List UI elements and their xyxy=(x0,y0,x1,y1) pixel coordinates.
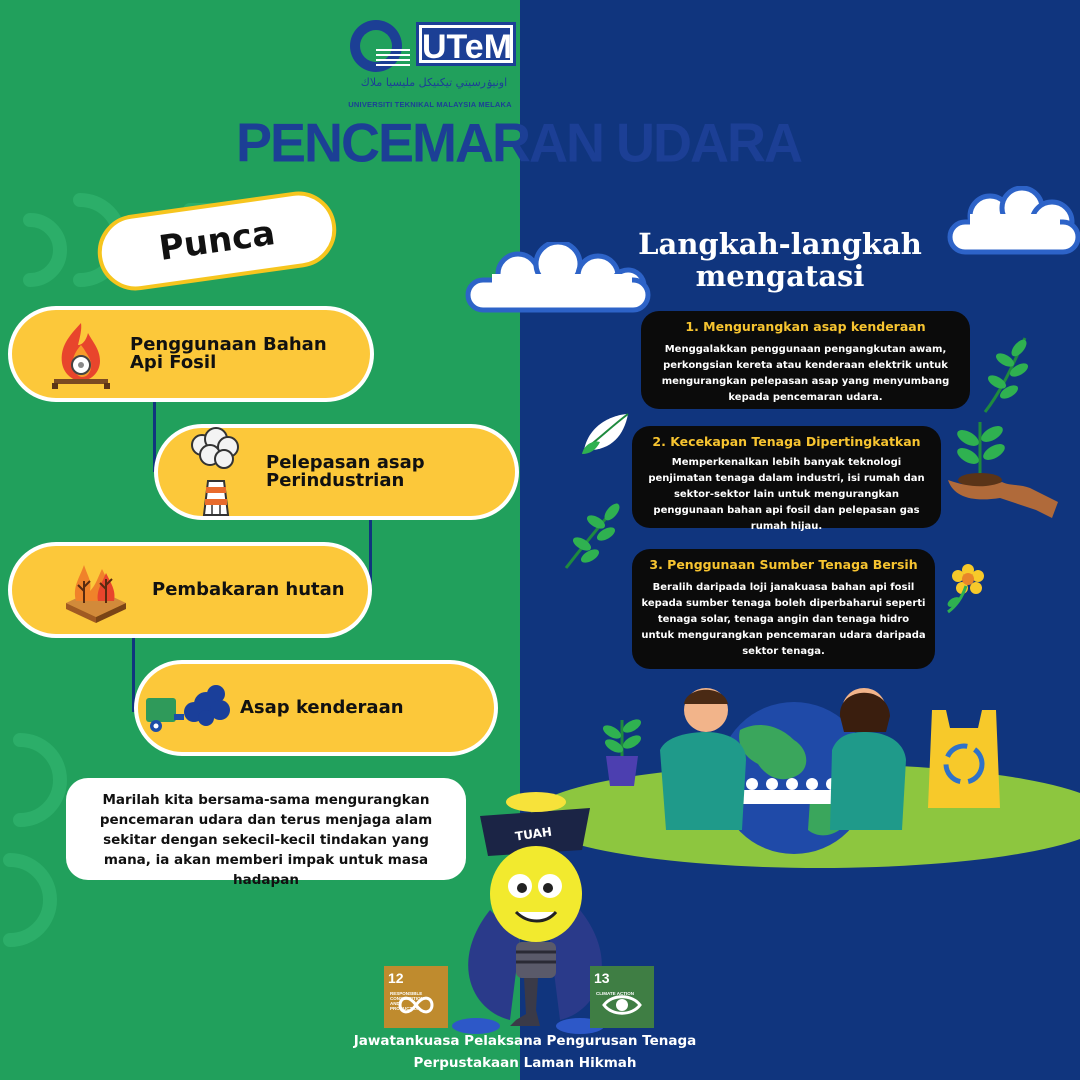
solution-step-3 xyxy=(632,549,935,669)
utem-logo xyxy=(340,16,520,112)
step-body: Beralih daripada loji janakuasa bahan api fosil kepada sumber tenaga boleh diperbaharui seperti tenaga solar, tenaga angin dan tenaga hidro untuk mengurangkan pencemaran udara daripada sektor tenaga. xyxy=(641,582,926,657)
jawi-university-name: اونيۏرسيتي تيكنيكل مليسيا ملاك xyxy=(360,76,508,89)
utem-wordmark xyxy=(416,22,516,66)
cause-item-industrial-smoke xyxy=(154,424,519,520)
solutions-heading xyxy=(610,228,950,292)
solution-step-2 xyxy=(632,426,941,532)
infinity-icon xyxy=(398,992,434,1018)
leaf-branch-icon xyxy=(975,334,1031,416)
cause-label: Pelepasan asap Perindustrian xyxy=(266,452,425,491)
leaf-branch-icon xyxy=(560,500,624,572)
cause-item-vehicle-smoke xyxy=(134,660,498,756)
sdg-label: RESPONSIBLE CONSUMPTION AND PRODUCTION xyxy=(390,991,424,1011)
fire-icon xyxy=(48,319,114,389)
sdg-number: 12 xyxy=(388,970,404,986)
forest-fire-icon xyxy=(62,557,130,623)
sdg-12-badge xyxy=(384,966,448,1028)
factory-icon xyxy=(188,427,242,517)
eye-globe-icon xyxy=(602,992,642,1018)
cause-label: Penggunaan Bahan Api Fosil xyxy=(130,334,327,373)
cloud-icon xyxy=(940,186,1080,270)
cause-label: Asap kenderaan xyxy=(240,697,404,718)
cause-item-forest-burning xyxy=(8,542,372,638)
step-title: 3. Penggunaan Sumber Tenaga Bersih xyxy=(649,557,918,572)
recycle-bag-icon xyxy=(928,710,1000,808)
footer-line-2: Perpustakaan Laman Hikmah xyxy=(413,1055,637,1071)
step-title: 2. Kecekapan Tenaga Dipertingkatkan xyxy=(652,434,921,449)
sdg-13-badge xyxy=(590,966,654,1028)
vehicle-smoke-icon xyxy=(144,678,236,738)
step-title: 1. Mengurangkan asap kenderaan xyxy=(685,319,926,334)
footer-credit xyxy=(300,1030,750,1074)
solutions-heading-text: Langkah-langkah mengatasi xyxy=(638,227,922,293)
utem-crest-icon xyxy=(340,16,416,76)
step-body: Memperkenalkan lebih banyak teknologi penjimatan tenaga dalam industri, isi rumah dan sektor-sektor lain untuk mengurangkan penggunaan bahan api fosil dan pelepasan gas rumah hijau. xyxy=(648,457,925,532)
leaf-icon xyxy=(580,410,632,456)
cause-item-fossil-fuel xyxy=(8,306,374,402)
sdg-number: 13 xyxy=(594,970,610,986)
utem-brand-text: UTeM xyxy=(419,25,513,63)
mascot-hat-text: TUAH xyxy=(514,824,553,844)
solution-step-1 xyxy=(641,311,970,409)
sdg-label: CLIMATE ACTION xyxy=(596,991,634,996)
university-name: UNIVERSITI TEKNIKAL MALAYSIA MELAKA xyxy=(348,100,512,109)
page-title: PENCEMARAN UDARA xyxy=(236,112,802,174)
potted-plant-icon xyxy=(601,717,643,786)
flower-icon xyxy=(942,562,988,614)
footer-line-1: Jawatankuasa Pelaksana Pengurusan Tenaga xyxy=(353,1033,697,1049)
step-body: Menggalakkan penggunaan pengangkutan awam, perkongsian kereta atau kenderaan elektrik untuk mengurangkan pelepasan asap yang menyumbang kepada pencemaran udara. xyxy=(661,344,950,403)
hand-plant-icon xyxy=(940,418,1060,522)
cause-label: Pembakaran hutan xyxy=(152,579,345,600)
closing-message: Marilah kita bersama-sama mengurangkan pencemaran udara dan terus menjaga alam sekitar dengan sekecil-kecil tindakan yang mana, ia akan memberi impak untuk masa hadapan xyxy=(66,778,466,880)
causes-heading-text: Punca xyxy=(156,213,278,269)
